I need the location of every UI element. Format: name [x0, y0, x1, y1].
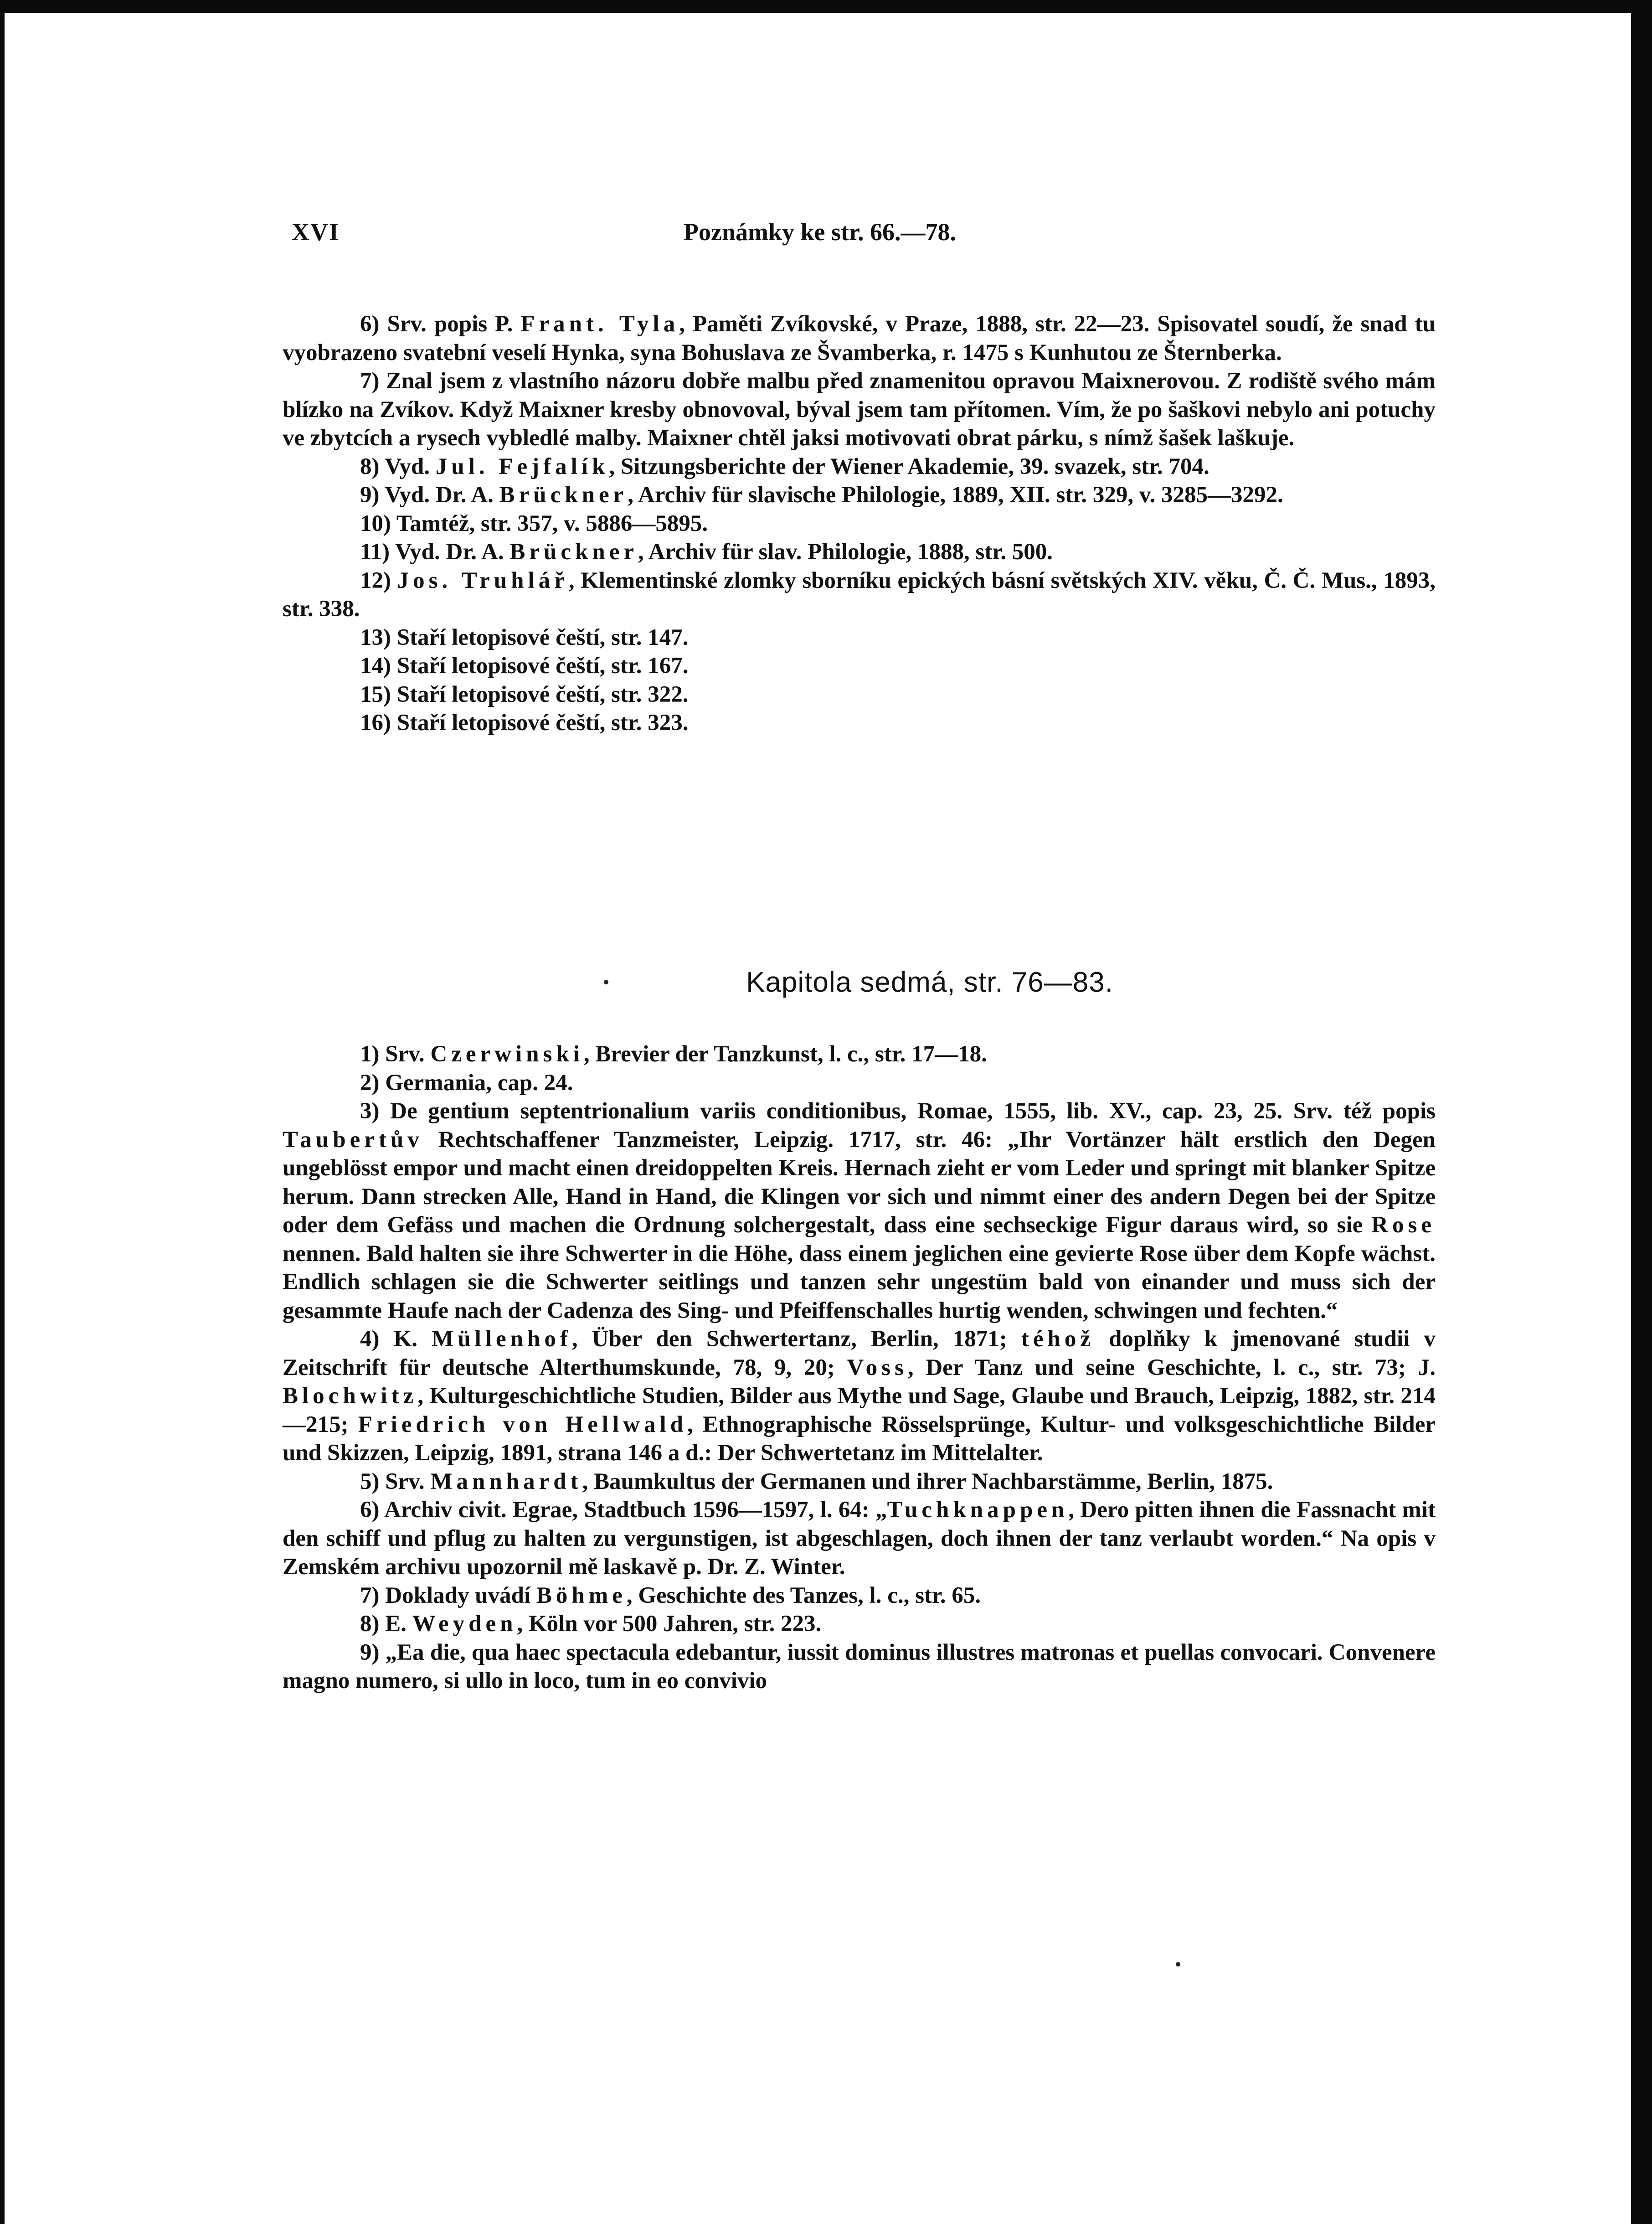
footnote-number: 6): [360, 1497, 384, 1523]
spaced-name: Weyden: [412, 1611, 517, 1637]
spaced-name: Tuchknappen: [887, 1497, 1069, 1523]
footnote: [283, 1610, 1436, 1638]
footnote-number: 9): [360, 1639, 386, 1665]
spaced-name: Voss: [847, 1354, 908, 1380]
scan-border-right: [1631, 0, 1652, 2224]
footnote-text: E.: [385, 1611, 412, 1637]
footnote: [283, 1467, 1436, 1496]
footnote-text: , Der Tanz und seine Geschichte, l. c., str. 73; J.: [907, 1354, 1436, 1380]
footnote-number: 7): [360, 1582, 386, 1608]
footnote-text: , Baumkultus der Germanen und ihrer Nachbarstämme, Berlin, 1875.: [582, 1468, 1273, 1494]
footnote-number: 13): [360, 624, 397, 650]
spaced-name: Blochwitz: [283, 1383, 418, 1409]
footnote-number: 8): [360, 1611, 386, 1637]
footnote: [283, 1069, 1436, 1097]
scan-speck: [1176, 1962, 1180, 1967]
footnote-text: Doklady uvádí: [385, 1582, 536, 1608]
footnote-text: , Ethnographische Rösselsprünge, Kultur- und volksgeschichtliche Bilder und Skizzen, Leipzig, 1891, strana 146 a d.: Der Schwertetanz im Mittelalter.: [283, 1411, 1436, 1466]
footnote-text: K.: [393, 1326, 432, 1352]
footnote: [283, 453, 1436, 481]
footnote: [283, 709, 1436, 737]
footnote-number: 8): [360, 453, 385, 479]
footnote-text: De gentium septentrionalium variis conditionibus, Romae, 1555, lib. XV., cap. 23, 25. Srv. též popis: [390, 1098, 1436, 1124]
spaced-name: Czerwinski: [430, 1041, 584, 1067]
footnote-number: 5): [360, 1468, 386, 1494]
footnote-text: , Kulturgeschichtliche Studien, Bilder aus Mythe und Sage, Glaube und Brauch, Leipzig, 1882, str. 214—215;: [283, 1383, 1436, 1437]
footnote: [283, 1325, 1436, 1467]
footnote-text: Srv.: [385, 1468, 431, 1494]
footnote-text: Staří letopisové čeští, str. 323.: [396, 710, 689, 736]
footnotes-chapter-seven: [283, 1040, 1436, 1695]
footnote-text: , Brevier der Tanzkunst, l. c., str. 17—18.: [583, 1041, 987, 1067]
footnote: [283, 1496, 1436, 1581]
footnote: [283, 367, 1436, 453]
spaced-name: Rose: [1371, 1212, 1436, 1238]
spaced-name: Brückner: [499, 482, 628, 508]
footnote-text: Vyd. Dr. A.: [395, 539, 510, 565]
footnote-text: doplňky k jmenované studii v Zeitschrift für deutsche Alterthumskunde, 78, 9, 20;: [283, 1326, 1436, 1380]
footnote-number: 9): [360, 482, 385, 508]
footnote: [283, 1581, 1436, 1610]
footnote-text: Germania, cap. 24.: [385, 1070, 573, 1096]
footnote-number: 6): [360, 311, 387, 337]
spaced-name: Böhme: [536, 1582, 627, 1608]
footnote-text: Staří letopisové čeští, str. 322.: [396, 681, 689, 707]
footnote: [283, 623, 1436, 652]
spaced-name: Frant. Tyla: [520, 311, 679, 337]
footnote-text: , Geschichte des Tanzes, l. c., str. 65.: [626, 1582, 981, 1608]
spaced-name: Jul. Fejfalík: [435, 453, 609, 479]
footnote-number: 14): [360, 653, 397, 679]
chapter-heading: Kapitola sedmá, str. 76—83.: [746, 967, 1113, 998]
spaced-name: Mannhardt: [430, 1468, 582, 1494]
footnote-number: 3): [360, 1098, 391, 1124]
footnote-number: 15): [360, 681, 397, 707]
footnote-text: Znal jsem z vlastního názoru dobře malbu před znamenitou opravou Maixnerovou. Z rodiště svého mám blízko na Zvíkov. Když Maixner kresby obnovoval, býval jsem tam přítomen. Vím, že po šaškovi nebylo ani potuchy ve zbytcích a rysech vybledlé malby. Maixner chtěl jaksi motivovati obrat párku, s nímž šašek laškuje.: [283, 368, 1436, 451]
footnote: [283, 652, 1436, 680]
page-number: XVI: [292, 218, 340, 246]
running-header: [283, 218, 1436, 259]
footnote-text: Rechtschaffener Tanzmeister, Leipzig. 1717, str. 46: „Ihr Vortänzer hält erstlich den Degen ungeblösst empor und macht einen dreidoppelten Kreis. Hernach zieht er vom Leder und springt mit blanker Spitze herum. Dann strecken Alle, Hand in Hand, die Klingen vor sich und nimmt einer des andern Degen bei der Spitze oder dem Gefäss und machen die Ordnung solchergestalt, dass eine sechseckige Figur daraus wird, so sie: [283, 1127, 1436, 1238]
footnote-number: 12): [360, 567, 397, 593]
spaced-name: Friedrich von Hellwald: [358, 1411, 688, 1437]
scan-border-left: [0, 0, 5, 2224]
footnote-number: 7): [360, 368, 386, 394]
footnote-number: 10): [360, 510, 396, 536]
footnote-text: , Klementinské zlomky sborníku epických básní světských XIV. věku, Č. Č. Mus., 1893, str. 338.: [283, 567, 1436, 622]
footnote-text: , Köln vor 500 Jahren, str. 223.: [517, 1611, 822, 1637]
footnote-text: Srv. popis P.: [387, 311, 521, 337]
spaced-name: téhož: [1021, 1326, 1095, 1352]
spaced-name: Brückner: [509, 539, 638, 565]
spaced-name: Taubertův: [283, 1127, 423, 1153]
scan-speck: [604, 980, 608, 984]
spaced-name: Jos. Truhlář: [397, 567, 569, 593]
footnote-text: Staří letopisové čeští, str. 147.: [396, 624, 689, 650]
scan-border-top: [0, 0, 1652, 13]
footnote-number: 2): [360, 1070, 386, 1096]
footnote-text: „Ea die, qua haec spectacula edebantur, iussit dominus illustres matronas et puellas convocari. Convenere magno numero, si ullo in loco, tum in eo convivio: [283, 1639, 1436, 1694]
footnote-text: Vyd. Dr. A.: [385, 482, 499, 508]
footnote: [283, 538, 1436, 566]
footnote: [283, 1638, 1436, 1695]
footnote: [283, 1040, 1436, 1069]
footnote-text: , Sitzungsberichte der Wiener Akademie, 39. svazek, str. 704.: [609, 453, 1209, 479]
footnote-number: 16): [360, 710, 397, 736]
footnote-text: , Paměti Zvíkovské, v Praze, 1888, str. 22—23. Spisovatel soudí, že snad tu vyobrazeno svatební veselí Hynka, syna Bohuslava ze Švamberka, r. 1475 s Kunhutou ze Šternberka.: [283, 311, 1436, 366]
footnote-text: , Archiv für slav. Philologie, 1888, str. 500.: [638, 539, 1053, 565]
footnote-text: nennen. Bald halten sie ihre Schwerter in die Höhe, dass einem jeglichen eine gevierte Rose über dem Kopfe wächst. Endlich schlagen sie die Schwerter seitlings und tanzen sehr ungestüm bald von einander und muss sich der gesammte Haufe nach der Cadenza des Sing- und Pfeiffenschalles hurtig wenden, schwingen und fechten.“: [283, 1241, 1436, 1323]
footnotes-previous-chapter: [283, 310, 1436, 737]
footnote: [283, 310, 1436, 367]
footnote-text: , Über den Schwertertanz, Berlin, 1871;: [571, 1326, 1021, 1352]
footnote: [283, 510, 1436, 538]
footnote-text: Staří letopisové čeští, str. 167.: [396, 653, 689, 679]
footnote-number: 1): [360, 1041, 386, 1067]
footnote-number: 11): [360, 539, 395, 565]
footnote-text: , Dero pitten ihnen die Fassnacht mit den schiff und pflug zu halten zu vergunstigen, ist abgeschlagen, doch ihnen der tanz verlaubt worden.“ Na opis v Zemském archivu upozornil mě laskavě p. Dr. Z. Winter.: [283, 1497, 1436, 1580]
spaced-name: Müllenhof: [432, 1326, 572, 1352]
footnote: [283, 566, 1436, 623]
footnote: [283, 481, 1436, 510]
footnote-text: Archiv civit. Egrae, Stadtbuch 1596—1597, l. 64: „: [384, 1497, 887, 1523]
footnote-text: Srv.: [385, 1041, 431, 1067]
footnote-text: , Archiv für slavische Philologie, 1889, XII. str. 329, v. 3285—3292.: [628, 482, 1283, 508]
running-title: Poznámky ke str. 66.—78.: [684, 218, 957, 246]
footnote: [283, 680, 1436, 709]
footnote-text: Vyd.: [385, 453, 436, 479]
footnote-number: 4): [360, 1326, 394, 1352]
footnote: [283, 1097, 1436, 1325]
footnote-text: Tamtéž, str. 357, v. 5886—5895.: [396, 510, 708, 536]
